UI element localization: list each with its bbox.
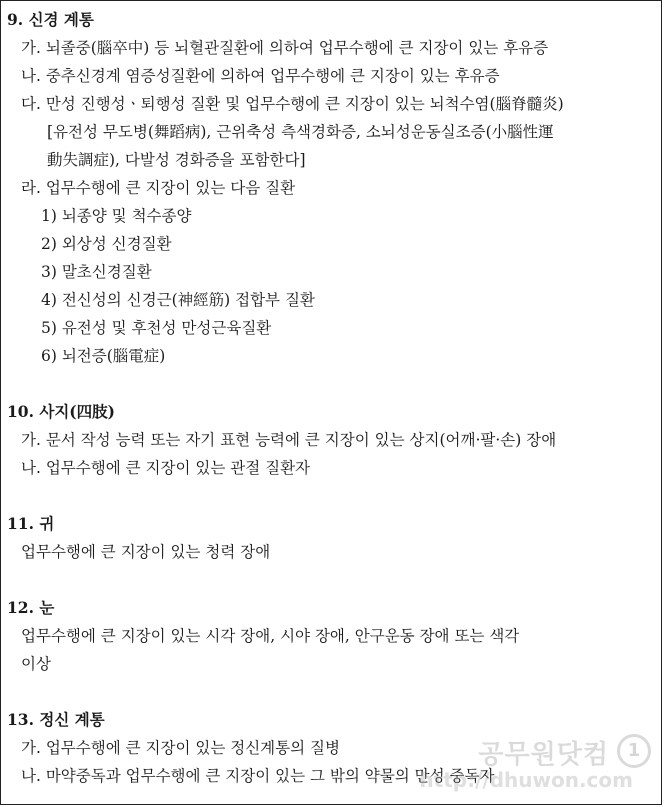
- list-item: 나. 마약중독과 업무수행에 큰 지장이 있는 그 밖의 약물의 만성 중독자: [21, 767, 495, 785]
- list-item: 나. 업무수행에 큰 지장이 있는 관절 질환자: [21, 459, 311, 477]
- document-body: [7, 6, 657, 790]
- section-heading-13: 13. 정신 계통: [7, 710, 105, 729]
- list-item: 업무수행에 큰 지장이 있는 시각 장애, 시야 장애, 안구운동 장애 또는 색각: [21, 627, 520, 645]
- list-item: 이상: [21, 655, 51, 673]
- list-item: 가. 문서 작성 능력 또는 자기 표현 능력에 큰 지장이 있는 상지(어깨·팔·손) 장애: [21, 431, 557, 449]
- sub-list-item: 1) 뇌종양 및 척수종양: [41, 207, 192, 225]
- section-heading-9: 9. 신경 계통: [7, 10, 94, 29]
- list-item: 가. 뇌졸중(腦卒中) 등 뇌혈관질환에 의하여 업무수행에 큰 지장이 있는 후유증: [21, 39, 549, 57]
- spacer: [7, 566, 657, 594]
- list-item: 라. 업무수행에 큰 지장이 있는 다음 질환: [21, 179, 296, 197]
- sub-list-item: 4) 전신성의 신경근(神經筋) 접합부 질환: [41, 291, 315, 309]
- list-item-continuation: [유전성 무도병(舞蹈病), 근위축성 측색경화증, 소뇌성운동실조증(小腦性運: [47, 123, 554, 141]
- section-heading-12: 12. 눈: [7, 598, 55, 617]
- section-heading-10: 10. 사지(四肢): [7, 402, 115, 421]
- section-heading-11: 11. 귀: [7, 514, 55, 533]
- sub-list-item: 3) 말초신경질환: [41, 263, 152, 281]
- list-item: 다. 만성 진행성ㆍ퇴행성 질환 및 업무수행에 큰 지장이 있는 뇌척수염(腦脊髓炎): [21, 95, 564, 113]
- watermark-url: http://dhuwon.com: [419, 768, 633, 792]
- sub-list-item: 6) 뇌전증(腦電症): [41, 347, 166, 365]
- sub-list-item: 5) 유전성 및 후천성 만성근육질환: [41, 319, 272, 337]
- list-item: 나. 중추신경계 염증성질환에 의하여 업무수행에 큰 지장이 있는 후유증: [21, 67, 500, 85]
- watermark-site-name: 공무원닷컴: [478, 740, 609, 770]
- watermark-logo-icon: 1: [617, 734, 651, 768]
- list-item: 가. 업무수행에 큰 지장이 있는 정신계통의 질병: [21, 739, 340, 757]
- spacer: [7, 370, 657, 398]
- spacer: [7, 678, 657, 706]
- sub-list-item: 2) 외상성 신경질환: [41, 235, 172, 253]
- spacer: [7, 482, 657, 510]
- list-item-continuation: 動失調症), 다발성 경화증을 포함한다]: [47, 151, 306, 169]
- list-item: 업무수행에 큰 지장이 있는 청력 장애: [21, 543, 271, 561]
